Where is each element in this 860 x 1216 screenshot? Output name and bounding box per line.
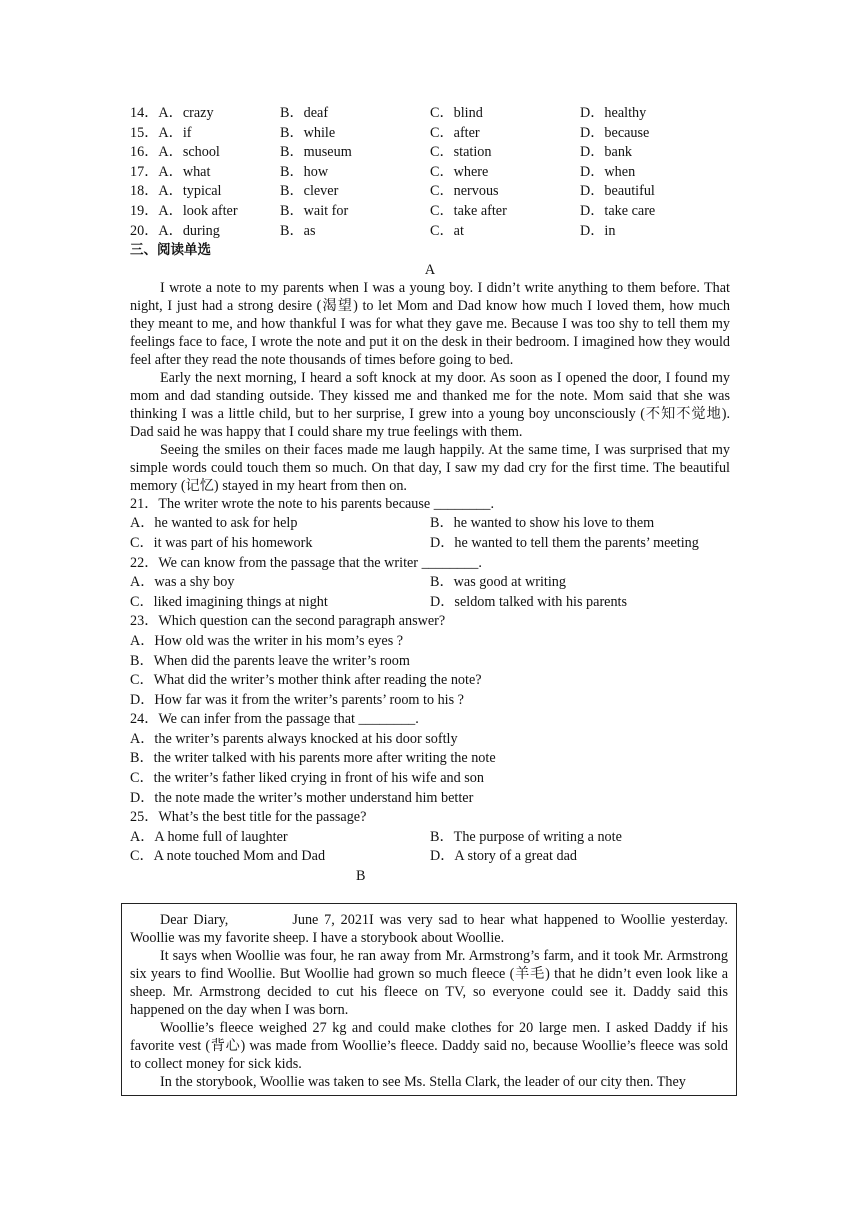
option-a: A．he wanted to ask for help bbox=[130, 515, 298, 532]
option-c: C．A note touched Mom and Dad bbox=[130, 848, 326, 865]
question-stem: 24．We can infer from the passage that ________. bbox=[130, 711, 419, 728]
cloze-options bbox=[130, 104, 730, 241]
question-stem: 25．What’s the best title for the passage? bbox=[130, 809, 367, 826]
option-b: B．wait for bbox=[280, 202, 349, 219]
option-c: C．nervous bbox=[430, 183, 499, 200]
option-b: B．museum bbox=[280, 144, 352, 161]
option-d: D．beautiful bbox=[580, 183, 655, 200]
option-a: 14．A．crazy bbox=[130, 105, 214, 121]
option-d: D．bank bbox=[580, 144, 633, 161]
diary-paragraph: Woollie’s fleece weighed 27 kg and could make clothes for 20 large men. I asked Daddy if his favorite vest (背心) was made from Woollie’s fleece. Daddy said no, because Woollie’s fleece was sold to collect money for sick kids. bbox=[130, 1020, 728, 1072]
option-row-19 bbox=[130, 202, 730, 222]
option-b: B．The purpose of writing a note bbox=[430, 828, 622, 845]
option-c: C．it was part of his homework bbox=[130, 534, 313, 551]
option-a: 20．A．during bbox=[130, 222, 220, 239]
option-b: B．as bbox=[280, 222, 316, 239]
option-row-18 bbox=[130, 182, 730, 202]
option-b: B．When did the parents leave the writer’s room bbox=[130, 652, 410, 669]
option-row bbox=[130, 828, 730, 848]
option-a: 19．A．look after bbox=[130, 202, 238, 219]
option-d: D．How far was it from the writer’s parents’ room to his ? bbox=[130, 691, 464, 708]
option-b: B．while bbox=[280, 124, 336, 141]
option-c: C．take after bbox=[430, 202, 507, 219]
option-b: B．he wanted to show his love to them bbox=[430, 515, 655, 532]
diary-box bbox=[121, 903, 737, 1096]
option-a: 17．A．what bbox=[130, 163, 211, 180]
option-c: C．station bbox=[430, 144, 492, 161]
option-d: D．healthy bbox=[580, 105, 647, 121]
option-c: C．the writer’s father liked crying in front of his wife and son bbox=[130, 770, 484, 787]
option-b: B．was good at writing bbox=[430, 574, 566, 591]
question-stem: 22．We can know from the passage that the writer ________. bbox=[130, 554, 482, 571]
option-row-15 bbox=[130, 124, 730, 144]
option-b: B．how bbox=[280, 163, 329, 180]
option-d: D．because bbox=[580, 124, 650, 141]
question-stem: 23．Which question can the second paragraph answer? bbox=[130, 613, 446, 630]
passage-a-label: A bbox=[424, 261, 436, 278]
question-stem: 21．The writer wrote the note to his parents because ________. bbox=[130, 495, 495, 512]
option-b: B．clever bbox=[280, 183, 339, 200]
exam-page bbox=[130, 104, 730, 885]
option-row bbox=[130, 593, 730, 613]
option-a: A．How old was the writer in his mom’s eyes ? bbox=[130, 632, 404, 649]
option-d: D．he wanted to tell them the parents’ meeting bbox=[430, 534, 699, 551]
option-c: C．at bbox=[430, 222, 464, 239]
section-heading: 三、阅读单选 bbox=[130, 242, 211, 259]
option-row bbox=[130, 514, 730, 534]
option-a: 16．A．school bbox=[130, 144, 220, 161]
diary-paragraph: In the storybook, Woollie was taken to see Ms. Stella Clark, the leader of our city then. They bbox=[160, 1074, 686, 1090]
option-a: A．was a shy boy bbox=[130, 574, 235, 591]
diary-date-line: June 7, 2021I was very sad to hear what happened to Woollie yesterday. Woollie was my favorite sheep. I have a storybook about Woollie. bbox=[130, 912, 728, 946]
option-b: B．the writer talked with his parents more after writing the note bbox=[130, 750, 496, 767]
passage-b-label: B bbox=[356, 868, 366, 885]
option-d: D．take care bbox=[580, 202, 656, 219]
option-d: D．in bbox=[580, 222, 616, 239]
option-c: C．liked imagining things at night bbox=[130, 593, 328, 610]
option-c: C．where bbox=[430, 163, 489, 180]
option-a: A．A home full of laughter bbox=[130, 828, 288, 845]
option-d: D．when bbox=[580, 163, 636, 180]
option-a: A．the writer’s parents always knocked at his door softly bbox=[130, 730, 458, 747]
option-row-20 bbox=[130, 222, 730, 242]
option-c: C．What did the writer’s mother think after reading the note? bbox=[130, 672, 482, 689]
option-row bbox=[130, 573, 730, 593]
option-d: D．A story of a great dad bbox=[430, 848, 577, 865]
option-row-17 bbox=[130, 163, 730, 183]
option-d: D．seldom talked with his parents bbox=[430, 593, 628, 610]
passage-a-paragraph: I wrote a note to my parents when I was a young boy. I didn’t write anything to them before. That night, I just had a strong desire (渴望) to let Mom and Dad know how much I loved them, how much they meant to me, and how thankful I was for what they gave me. Because I was too shy to tell them my feelings face to face, I wrote the note and put it on the desk in their bedroom. I imagined how they would feel after they read the note thousands of times before going to bed. bbox=[130, 279, 730, 368]
option-b: B．deaf bbox=[280, 105, 329, 121]
option-c: C．blind bbox=[430, 105, 483, 121]
passage-a-paragraph: Early the next morning, I heard a soft knock at my door. As soon as I opened the door, I found my mom and dad standing outside. They kissed me and thanked me for the note. Mom said that she was thinking I was a little child, but to her surprise, I grew into a young boy unconsciously (不知不觉地). Dad said he was happy that I could share my true feelings with them. bbox=[130, 369, 730, 440]
option-c: C．after bbox=[430, 124, 480, 141]
diary-paragraph: It says when Woollie was four, he ran away from Mr. Armstrong’s farm, and it took Mr. Armstrong six years to find Woollie. But Woollie had grown so much fleece (羊毛) that he didn’t even look like a sheep. Mr. Armstrong decided to cut his fleece on TV, so everyone could see it. Daddy said this happened on the day when I was born. bbox=[130, 948, 728, 1018]
diary-greeting: Dear Diary, bbox=[160, 912, 229, 928]
option-d: D．the note made the writer’s mother understand him better bbox=[130, 789, 474, 806]
option-a: 15．A．if bbox=[130, 124, 192, 141]
diary-opening bbox=[130, 911, 728, 947]
passage-a-paragraph: Seeing the smiles on their faces made me laugh happily. At the same time, I was surprised that my simple words could touch them so much. On that day, I saw my dad cry for the first time. The beautiful memory (记忆) stayed in my heart from then on. bbox=[130, 441, 730, 494]
option-row bbox=[130, 847, 730, 867]
option-row-16 bbox=[130, 143, 730, 163]
option-a: 18．A．typical bbox=[130, 183, 222, 200]
option-row bbox=[130, 534, 730, 554]
option-row-14 bbox=[130, 104, 730, 124]
